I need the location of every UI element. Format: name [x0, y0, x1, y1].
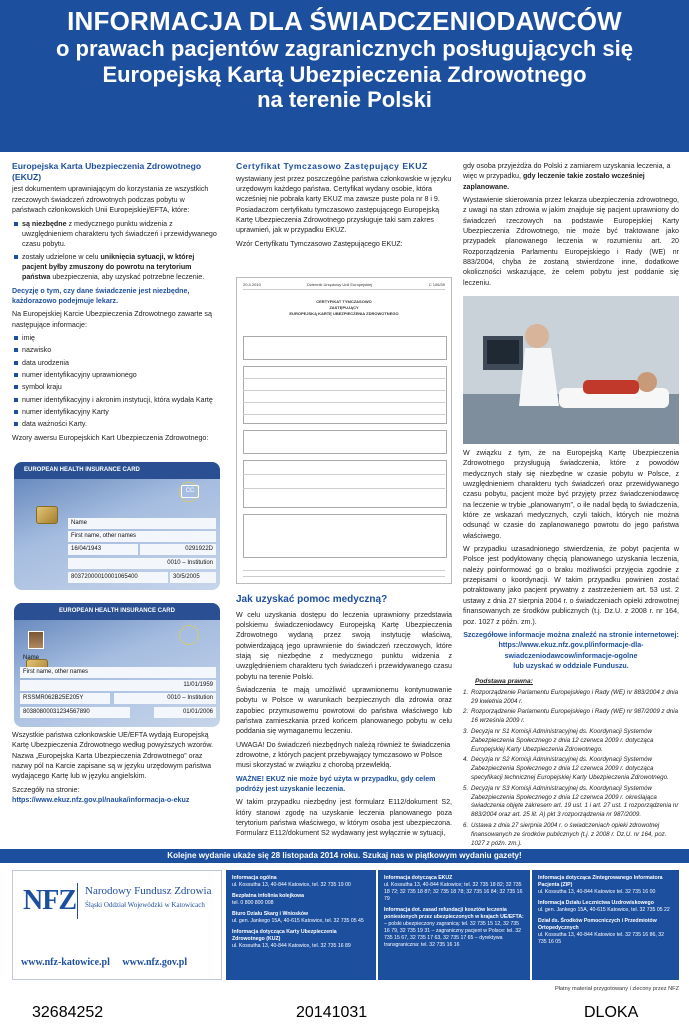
contact-group: Informacja ogólna ul. Kossutha 13, 40-844 Katowice, tel. 32 735 19 00 [232, 875, 351, 889]
doctor-patient-photo [463, 296, 679, 444]
planned-p3: W związku z tym, że na Europejską Kartę Ubezpieczenia Zdrowotnego przysługują świadczenia, które z powodów medycznych stały się niezbędne w czasie pobytu w Polsce, z uwzględnieniem charakteru tych świadczeń oraz przewidywanego czasu pobytu, pacjent może być przyjęty przez świadczeniodawcę na leczenie w trybie „planowanym”, o ile nadal będą to świadczenia, które ze wskazań medycznych, czyli takich, których nie można odsunąć w czasie do zaplanowanego powrotu do jego państwa właściwego. [463, 449, 679, 540]
condition-item: zostały udzielone w celu uniknięcia sytuacji, w której pacjent byłby zmuszony do powrotu na terytorium państwa ubezpieczenia, aby uzyskać potrzebne leczenie. [12, 252, 220, 283]
form-box [243, 460, 447, 508]
ehic-card-sample-2 [14, 603, 220, 727]
medical-help-heading: Jak uzyskać pomoc medyczną? [236, 594, 388, 605]
eu-stars-icon [179, 625, 199, 645]
list-item: imię [12, 333, 220, 343]
contact-group: Informacja dotycząca Karty Ubezpieczenia Zdrowotnego (KUZ) ul. Kossutha 13, 40-844 Katowice, tel. 32 735 16 89 [232, 929, 351, 950]
contact-group: Bezpłatna infolinia kolejkowa tel. 0 800 800 008 [232, 893, 305, 907]
form-line [243, 378, 445, 379]
footer-contacts-2 [378, 870, 530, 980]
column-planned-bottom [463, 448, 679, 850]
card-field-dob: 11/01/1959 [20, 680, 216, 691]
footer-contacts-1 [226, 870, 376, 980]
medical-help-p3: W takim przypadku niezbędny jest formularz E112/dokument S2, który stanowi zgodę na uzyskanie leczenia planowanego poza terytorium państwa właściwego, w którym osoba jest ubezpieczona. Formularz E112/dokument S2 wydawany jest wyłącznie w sytuacji, [236, 798, 452, 838]
card-field-first-name: First name, other names [68, 531, 216, 542]
card-field-id: RSSMR062B25E205Y [20, 693, 110, 704]
ekuz-heading: Europejska Karta Ubezpieczenia Zdrowotnego (EKUZ) [12, 161, 202, 182]
card-field-number: 80372000010001065400 [68, 572, 168, 583]
form-box [243, 336, 447, 360]
legal-item: 6. Ustawa z dnia 27 sierpnia 2004 r. o świadczeniach opieki zdrowotnej finansowanych ze środków publicznych (t.j. z 2008 r. Dz.U. nr 164, poz. 1027 z późn. zm.). [463, 822, 667, 847]
cards-note: Wszystkie państwa członkowskie UE/EFTA wydają Europejską Kartę Ubezpieczenia Zdrowotnego według powyższych wzorów. Nazwa „Europejska Karta Ubezpieczenia Zdrowotnego” oraz nazwy pól na Karcie zapisane są w języku urzędowym państwa wydającego Kartę lub w języku angielskim. [12, 731, 214, 781]
list-item: numer identyfikacyjny i akronim instytucji, która wydała Kartę [12, 395, 220, 405]
planned-p4: W przypadku uzasadnionego stwierdzenia, że pobyt pacjenta w Polsce jest podyktowany chęcią planowanego uzyskania leczenia, należy poinformować go o braku możliwości przyjęcia zgodnie z przepisami o koordynacji. W takim przypadku powinien zostać potraktowany jako pacjent prywatny z zastrzeżeniem art. 53 ust. 2 ustawy z dnia 27 sierpnia 2004 r. o świadczeniach opieki zdrowotnej finansowanych ze środków publicznych (t.j. Dz.U. z 2008 r. nr 164, poz. 1027 z późn. zm.). [463, 545, 679, 626]
legal-item: 4. Decyzja nr S2 Komisji Administracyjnej ds. Koordynacji Systemów Zabezpieczenia Społecznego z dnia 12 czerwca 2009 r. dotycząca specyfikacji technicznej Europejskiej Karty Ubezpieczenia Zdrowotnego. [463, 756, 669, 782]
holder-photo [28, 631, 44, 649]
medical-help-p2: Świadczenia te mają umożliwić uprawnionemu kontynuowanie pobytu w Polsce w warunkach bezpiecznych dla zdrowia oraz zapobiec przymusowemu powrotowi do państwa właściwego lub państwa zamieszkania przed końcem planowanego pobytu w celu poddania się wymaganemu leczeniu. [236, 686, 452, 736]
header-subtitle-3: na terenie Polski [257, 87, 432, 113]
certificate-form-sample [236, 277, 452, 584]
legal-item: 2. Rozporządzenie Parlamentu Europejskiego i Rady (WE) nr 987/2009 z dnia 16 września 2009 r. [463, 708, 679, 725]
form-title-1: CERTYFIKAT TYMCZASOWO [316, 299, 372, 304]
nfz-logo-icon: NFZ [23, 885, 76, 916]
medical-help-note: UWAGA! Do świadczeń niezbędnych należą również te świadczenia zdrowotne, z których pacjent przebywający tymczasowo w Polsce musi skorzystać w związku z chorobą przewlekłą. [236, 740, 451, 770]
list-item: data ważności Karty. [12, 419, 220, 429]
nfz-name: Narodowy Fundusz Zdrowia [85, 885, 212, 897]
certificate-text: wystawiany jest przez poszczególne państwa członkowskie w języku urzędowym każdego państwa. Certyfikat wydany osobie, która wcześniej nie pobrała karty EKUZ ma zawsze puste pola nr 8 i 9. Posiadaczom certyfikatu tymczasowo zastępującego Europejską Kartę Ubezpieczenia Zdrowotnego przysługuje taki sam zakres uprawnień, jak w przypadku EKUZ. [236, 174, 452, 235]
list-item: symbol kraju [12, 382, 220, 392]
next-edition-strip: Kolejne wydanie ukaże się 28 listopada 2014 roku. Szukaj nas w piątkowym wydaniu gazety! [0, 849, 689, 863]
patterns-caption: Wzory awersu Europejskich Kart Ubezpieczenia Zdrowotnego: [12, 433, 209, 442]
form-line [243, 414, 445, 415]
form-title-3: EUROPEJSKĄ KARTĘ UBEZPIECZENIA ZDROWOTNEGO [289, 311, 399, 316]
nfz-logo-box [12, 870, 222, 980]
form-box [243, 430, 447, 454]
form-divider [243, 289, 445, 290]
nfz-websites[interactable]: www.nfz-katowice.pl www.nfz.gov.pl [21, 957, 188, 968]
form-line [243, 576, 445, 577]
form-line [243, 488, 445, 489]
country-code-badge: CC [181, 485, 199, 498]
bottom-code-right: DLOKA [584, 1004, 639, 1021]
certificate-heading: Certyfikat Tymczasowo Zastępujący EKUZ [236, 161, 428, 171]
medical-help-important: WAŻNE! EKUZ nie może być użyta w przypadku, gdy celem podróży jest uzyskanie leczenia. [236, 774, 436, 794]
ekuz-conditions [12, 219, 220, 283]
logo-divider [77, 883, 78, 919]
header-subtitle-1: o prawach pacjentów zagranicznych posługujących się [55, 36, 634, 62]
header-subtitle-2: Europejską Kartą Ubezpieczenia Zdrowotnego [102, 61, 587, 87]
column-planned-treatment [463, 161, 679, 291]
card-field-expiry: 30/5/2005 [170, 572, 216, 583]
form-line [243, 570, 445, 571]
medical-help-p1: W celu uzyskania dostępu do leczenia uprawniony przedstawia polskiemu świadczeniodawcy Europejską Kartę Ubezpieczenia Zdrowotnego wydaną przez swoją instytucję właściwą, potwierdzającą jego uprawnienie do świadczeń rzeczowych, które stają się niezbędne z medycznego punktu widzenia z uwzględnieniem charakteru tych świadczeń i przewidywanego czasu pobytu na terenie Polski. [236, 610, 452, 681]
form-box [243, 366, 447, 424]
card-field-institution: 0010 – Institution [68, 558, 216, 569]
column-medical-help [236, 589, 452, 842]
form-ref: C 106/39 [428, 282, 445, 287]
card-field-expiry: 01/01/2006 [154, 707, 216, 718]
condition-item: są niezbędne z medycznego punktu widzenia z uwzględnieniem charakteru tych świadczeń i przewidywanego czasu pobytu. [12, 219, 220, 250]
contact-group: Informacja Działu Lecznictwa Uzdrowiskowego ul. gen. Jankego 15A, 40-615 Katowice, tel. 32 735 05 22 [538, 900, 670, 914]
planned-p2: Wystawienie skierowania przez lekarza ubezpieczenia zdrowotnego, z uwagi na stan zdrowia w jakim znajduje się pacjent uprawniony do świadczeń rzeczowych na podstawie Europejskiej Karty Ubezpieczenia Zdrowotnego, nie może być traktowane jako przypadek planowanego leczenia w rozumieniu art. 20 Rozporządzenia Parlamentu Europejskiego i Rady (WE) nr 883/2004, chyba że zostaną stwierdzone inne, dodatkowe okoliczności wskazujące, że celem pobytu jest poddanie się leczeniu. [463, 196, 679, 287]
legal-item: 3. Decyzja nr S1 Komisji Administracyjnej ds. Koordynacji Systemów Zabezpieczenia Społecznego z dnia 12 czerwca 2009 r. dotycząca Europejskiej Karty Ubezpieczenia Zdrowotnego. [463, 728, 654, 753]
chip-icon [36, 506, 58, 524]
card-field-dob: 16/04/1943 [68, 544, 138, 555]
column-ekuz-bottom [12, 730, 220, 808]
list-item: data urodzenia [12, 358, 220, 368]
decision-note: Decyzję o tym, czy dane świadczenie jest niezbędne, każdorazowo podejmuje lekarz. [12, 286, 190, 305]
form-line [243, 474, 445, 475]
bottom-number-middle: 20141031 [296, 1004, 368, 1021]
legal-list [463, 689, 679, 849]
planned-p1: gdy osoba przyjeżdża do Polski z zamiarem uzyskania leczenia, a więc w przypadku, gdy leczenie takie zostało wcześniej zaplanowane. [463, 162, 671, 191]
column-ekuz [12, 161, 220, 446]
list-item: numer identyfikacyjny uprawnionego [12, 370, 220, 380]
form-box [243, 514, 447, 558]
contact-group: Informacja dotycząca EKUZ ul. Kossutha 13, 40-844 Katowice; tel. 32 735 18 82; 32 735 18 72; 32 735 18 87; 32 735 18 78; 32 735 16 84; 32 735 16 79 [384, 875, 523, 903]
ekuz-intro: jest dokumentem uprawniającym do korzystania ze wszystkich rzeczowych świadczeń zdrowotnych podczas pobytu w państwach członkowskich Unii Europejskiej/EFTA, które: [12, 185, 209, 215]
card-field-name: Name [23, 655, 40, 661]
contact-group: Dział ds. Środków Pomocniczych i Przedmiotów Ortopedycznych ul. Kossutha 13, 40-844 Katowice tel. 32 735 16 86, 32 735 16 05 [538, 918, 665, 946]
legal-item: 1. Rozporządzenie Parlamentu Europejskiego i Rady (WE) nr 883/2004 z dnia 29 kwietnia 2004 r. [463, 688, 679, 705]
card-field-id: 0291922D [140, 544, 216, 555]
form-date: 20.4.2010 [243, 282, 261, 287]
more-info-label: Szczegóły na stronie: [12, 785, 80, 794]
bottom-number-left: 32684252 [32, 1004, 104, 1021]
header-banner [0, 0, 689, 152]
legal-item: 5. Decyzja nr S3 Komisji Administracyjnej ds. Koordynacji Systemów Zabezpieczenia Społecznego z dnia 12 czerwca 2009 r. określająca świadczenia objęte zakresem art. 19 ust. 1 i art. 27 ust. 1 rozporządzenia nr 883/2004 oraz art. 25 lit. A) pkt 3 rozporządzenia nr 987/2009. [463, 784, 679, 819]
certificate-pattern-label: Wzór Certyfikatu Tymczasowo Zastępującego EKUZ: [236, 239, 403, 248]
ehic-card-sample-1 [14, 462, 220, 590]
card-info-list [12, 333, 220, 430]
card-field-number: 80380800031234567890 [20, 707, 130, 718]
card-field-name: Name [68, 518, 216, 529]
detail-label: Szczegółowe informacje można znaleźć na stronie internetowej: [463, 630, 679, 639]
ekuz-info-link[interactable]: https://www.ekuz.nfz.gov.pl/nauka/informacja-o-ekuz [12, 796, 190, 805]
legal-heading: Podstawa prawna: [475, 678, 533, 686]
detail-end: lub uzyskać w oddziale Funduszu. [513, 661, 629, 670]
list-item: nazwisko [12, 345, 220, 355]
paid-material-note: Płatny materiał przygotowany i zlecony przez NFZ [554, 986, 679, 992]
column-certificate [236, 161, 452, 252]
form-journal: Dziennik Urzędowy Unii Europejskiej [307, 282, 373, 287]
contact-group: Informacja dotycząca Zintegrowanego Informatora Pacjenta (ZIP) ul. Kossutha 13, 40-844 Katowice tel. 32 735 16 00 [538, 875, 663, 896]
card-info-intro: Na Europejskiej Karcie Ubezpieczenia Zdrowotnego zawarte są następujące informacje: [12, 310, 212, 329]
card-title: EUROPEAN HEALTH INSURANCE CARD [14, 603, 220, 620]
form-line [243, 402, 445, 403]
contact-group: Biuro Działu Skarg i Wniosków ul. gen. Jankego 15A, 40-615 Katowice, tel. 32 735 05 45 [232, 911, 364, 925]
header-title: INFORMACJA DLA ŚWIADCZENIODAWCÓW [67, 6, 622, 36]
detail-link[interactable]: https://www.ekuz.nfz.gov.pl/informacje-dla-swiadczeniodawcow/informacje-ogolne [498, 641, 644, 660]
contact-group: Informacja dot. zasad refundacji kosztów leczenia poniesionych przez ubezpieczonych w krajach UE/EFTA: – polski ubezpieczony zagranicą: tel. 32 735 15 12, 32 735 16 79, 32 735 19 31 – zagraniczny pacjent w Polsce: tel. 32 735 15 67, 32 735 17 63, 32 735 17 65 – dyrektywa transgraniczna: tel. 32 735 16 16 [384, 907, 524, 949]
nfz-branch: Śląski Oddział Wojewódzki w Katowicach [85, 901, 205, 909]
footer-contacts-3 [532, 870, 679, 980]
card-field-first-name: First name, other names [20, 667, 216, 678]
form-title-2: ZASTĘPUJĄCY [329, 305, 359, 310]
form-line [243, 390, 445, 391]
card-field-institution: 0010 – Institution [114, 693, 216, 704]
list-item: numer identyfikacyjny Karty [12, 407, 220, 417]
card-title: EUROPEAN HEALTH INSURANCE CARD [14, 462, 220, 479]
